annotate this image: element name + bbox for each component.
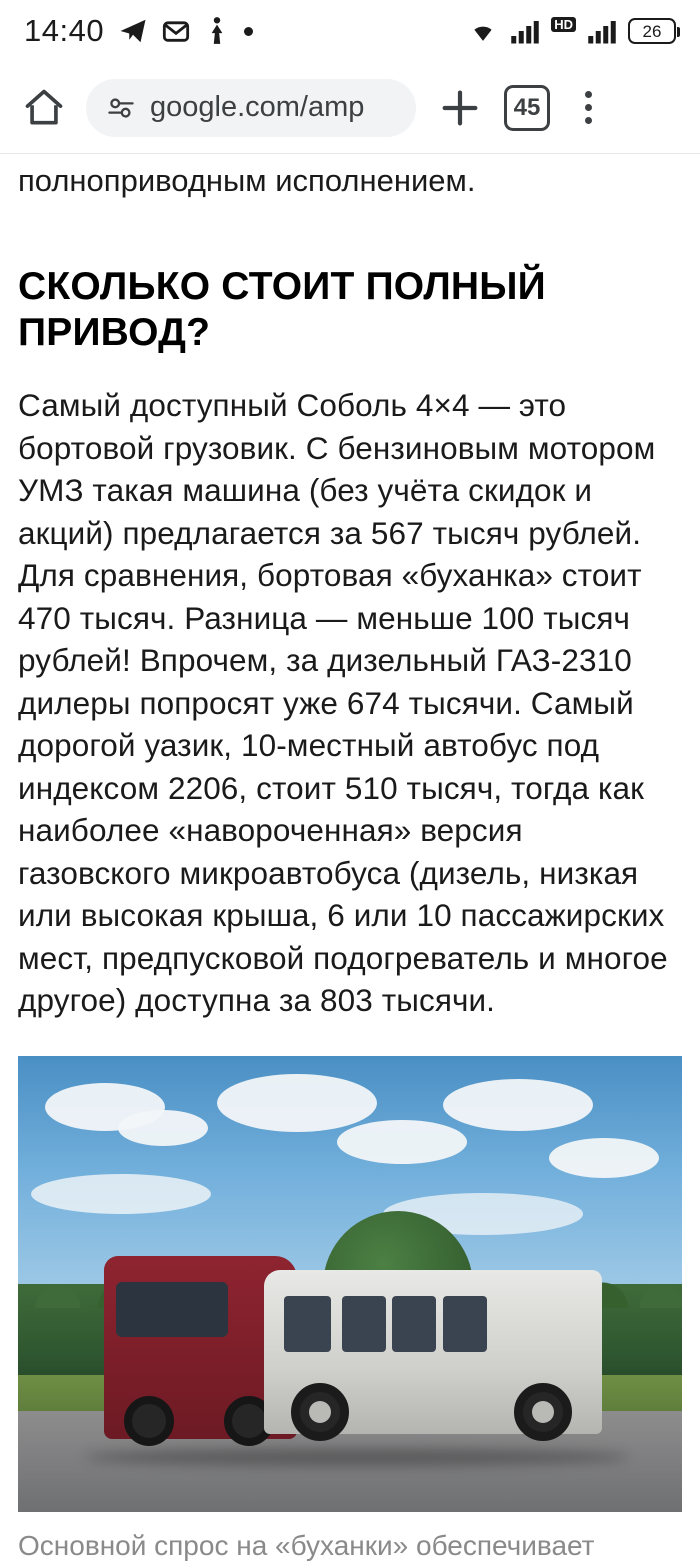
page-content: [0, 154, 700, 1561]
hd-icon: HD: [551, 17, 576, 32]
url-bar[interactable]: [86, 79, 416, 137]
image-caption: Основной спрос на «буханки» обеспечивает: [18, 1529, 595, 1561]
uaz-bukhanka-vehicle: [264, 1270, 603, 1434]
wheel-shape: [124, 1396, 174, 1446]
mail-icon: [162, 17, 190, 45]
window-shape: [392, 1296, 436, 1352]
signal-second-icon: [587, 18, 617, 44]
battery-level: 26: [642, 21, 662, 41]
overflow-menu-icon[interactable]: [568, 82, 608, 134]
window-shape: [342, 1296, 386, 1352]
article-paragraph: Самый доступный Соболь 4×4 — это бортовой грузовик. С бензиновым мотором УМЗ такая машина (без учёта скидок и акций) предлагается за 567 тысяч рублей. Для сравнения, бортовая «буханка» стоит 470 тысяч. Разница — меньше 100 тысяч рублей! Впрочем, за дизельный ГАЗ-2310 дилеры попросят уже 674 тысячи. Самый дорогой уазик, 10-местный автобус под индексом 2206, стоит 510 тысяч, тогда как наиболее «навороченная» версия газовского микроавтобуса (дизель, низкая или высокая крыша, 6 или 10 пассажирских мест, предпусковой подогреватель и многое другое) доступна за 803 тысячи.: [18, 387, 668, 1019]
browser-toolbar: [0, 62, 700, 154]
status-bar-left: [24, 13, 253, 49]
article-image[interactable]: [18, 1056, 682, 1512]
tab-switcher-button[interactable]: 45: [504, 85, 550, 131]
window-shape: [284, 1296, 331, 1352]
wheel-shape: [291, 1383, 349, 1441]
window-shape: [443, 1296, 487, 1352]
cloud-icon: [443, 1079, 593, 1131]
home-icon[interactable]: [20, 84, 68, 132]
navigation-app-icon: [204, 16, 230, 46]
page-section-heading: СКОЛЬКО СТОИТ ПОЛНЫЙ ПРИВОД?: [18, 265, 546, 355]
plus-icon[interactable]: [434, 82, 486, 134]
article-figure: [18, 1056, 682, 1561]
cloud-icon: [549, 1138, 659, 1178]
previous-paragraph-clipped: полноприводным исполнением.: [18, 163, 476, 198]
battery-icon: [628, 18, 676, 44]
status-bar: [0, 0, 700, 62]
cloud-icon: [217, 1074, 377, 1132]
status-bar-right: [467, 18, 676, 44]
telegram-icon: [118, 16, 148, 46]
status-clock: 14:40: [24, 13, 105, 48]
url-text[interactable]: google.com/amp: [150, 91, 365, 123]
site-settings-icon[interactable]: [106, 95, 136, 121]
wifi-icon: [467, 18, 499, 44]
cloud-icon: [337, 1120, 467, 1164]
wheel-shape: [514, 1383, 572, 1441]
dot-icon: [244, 27, 253, 36]
signal-icon: [510, 18, 540, 44]
